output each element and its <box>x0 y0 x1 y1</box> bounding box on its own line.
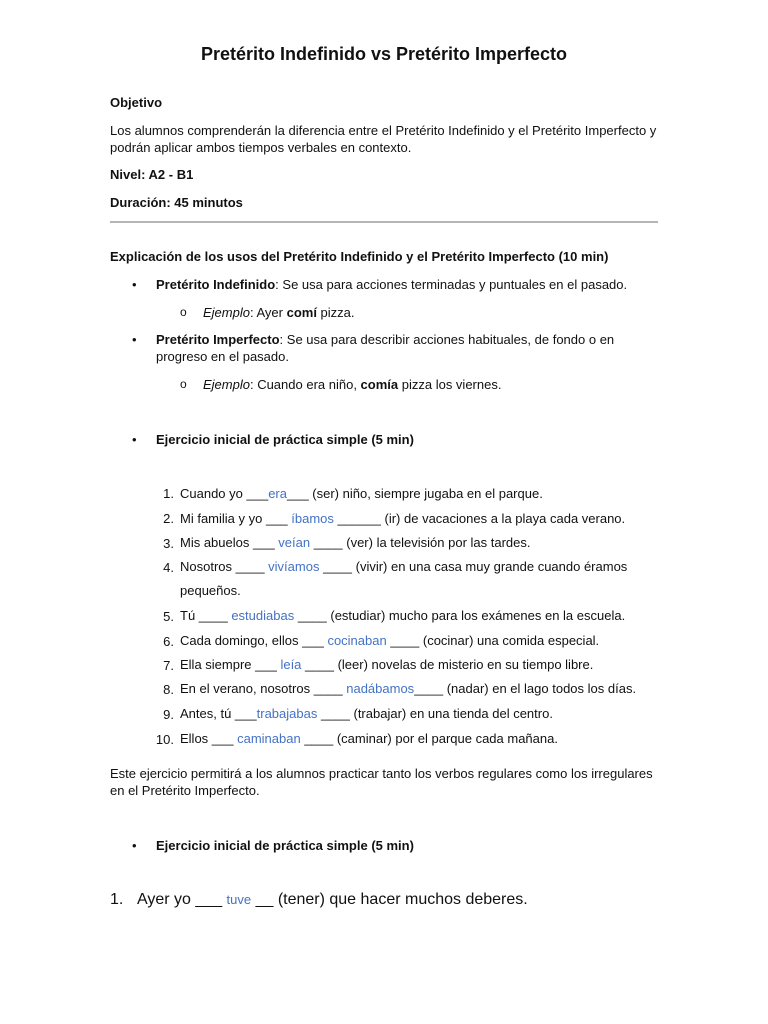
question-number: 2. <box>163 511 174 526</box>
exercise-heading: Ejercicio inicial de práctica simple (5 min) <box>156 838 414 853</box>
example-verb: comí <box>286 305 317 320</box>
usage-indefinido <box>156 276 636 293</box>
answer-text: estudiabas <box>231 608 295 623</box>
answer-text: vivíamos <box>268 559 320 574</box>
question-number: 9. <box>163 707 174 722</box>
question-text-end: ___ (ser) niño, siempre jugaba en el parque. <box>286 486 543 501</box>
sub-bullet-marker: o <box>180 305 187 319</box>
question-item <box>180 702 650 726</box>
answer-text: cocinaban <box>327 633 387 648</box>
question-number: 10. <box>155 732 174 747</box>
question-number: 5. <box>163 609 174 624</box>
question-text-end: __ (tener) que hacer muchos deberes. <box>251 891 528 908</box>
example-label: Ejemplo <box>203 377 250 392</box>
question-text: Antes, tú ___ <box>180 706 257 721</box>
usage-desc: : Se usa para describir acciones habituales, de fondo o en progreso en el pasado. <box>156 332 615 364</box>
example-text: : Ayer <box>249 305 287 320</box>
question-number: 1. <box>163 486 174 501</box>
question-item <box>180 507 650 531</box>
question-number: 1. <box>110 891 124 908</box>
question-number: 7. <box>163 658 174 673</box>
question-item <box>180 677 650 701</box>
bullet-marker: • <box>132 838 137 853</box>
question-text: Ellos ___ <box>180 731 238 746</box>
question-number: 8. <box>163 682 174 697</box>
example-text-end: pizza los viernes. <box>398 377 502 392</box>
question-item <box>180 604 650 628</box>
question-text-end: ____ (nadar) en el lago todos los días. <box>414 681 637 696</box>
question-item <box>180 555 650 603</box>
usage-term: Pretérito Indefinido <box>156 277 276 292</box>
question-text: Mis abuelos ___ <box>180 535 279 550</box>
question-text: Tú ____ <box>180 608 232 623</box>
question-text: Nosotros ____ <box>180 559 269 574</box>
answer-text: caminaban <box>237 731 301 746</box>
divider <box>110 221 658 223</box>
question-text-end: ____ (leer) novelas de misterio en su tiempo libre. <box>301 657 594 672</box>
objective-text: Los alumnos comprenderán la diferencia entre el Pretérito Indefinido y el Pretérito Imperfecto y podrán aplicar ambos tiempos verbales en contexto. <box>110 123 657 155</box>
example-verb: comía <box>360 377 399 392</box>
exercise-note: Este ejercicio permitirá a los alumnos practicar tanto los verbos regulares como los irregulares en el Pretérito Imperfecto. <box>110 766 653 798</box>
question-item <box>180 531 650 555</box>
question-text: En el verano, nosotros ____ <box>180 681 347 696</box>
answer-text: íbamos <box>291 511 334 526</box>
question-text-end: ____ (cocinar) una comida especial. <box>386 633 600 648</box>
question-text-end: ______ (ir) de vacaciones a la playa cada verano. <box>333 511 626 526</box>
usage-desc: : Se usa para acciones terminadas y puntuales en el pasado. <box>275 277 628 292</box>
exercise-heading: Ejercicio inicial de práctica simple (5 min) <box>156 432 414 447</box>
answer-text: veían <box>278 535 311 550</box>
example-text-end: pizza. <box>316 305 355 320</box>
answer-text: nadábamos <box>346 681 415 696</box>
usage-term: Pretérito Imperfecto <box>156 332 280 347</box>
question-text-end: ____ (trabajar) en una tienda del centro. <box>317 706 553 721</box>
question-number: 6. <box>163 634 174 649</box>
question-text-end: ____ (caminar) por el parque cada mañana. <box>300 731 558 746</box>
example-indefinido <box>203 304 643 321</box>
duration-text: Duración: 45 minutos <box>110 195 243 210</box>
explanation-heading: Explicación de los usos del Pretérito Indefinido y el Pretérito Imperfecto (10 min) <box>110 249 609 264</box>
question-text: Mi familia y yo ___ <box>180 511 292 526</box>
answer-text: era <box>268 486 287 501</box>
question-text: Ayer yo ___ <box>137 891 227 908</box>
bullet-marker: • <box>132 332 137 347</box>
question-text-end: ____ (ver) la televisión por las tardes. <box>310 535 531 550</box>
question-text: Cada domingo, ellos ___ <box>180 633 328 648</box>
example-text: : Cuando era niño, <box>249 377 361 392</box>
answer-text: leía <box>280 657 302 672</box>
question-text-end: ____ (vivir) en una casa muy grande cuando éramos pequeños. <box>180 559 628 598</box>
example-label: Ejemplo <box>203 305 250 320</box>
level-text: Nivel: A2 - B1 <box>110 167 194 182</box>
question-item <box>137 890 637 910</box>
bullet-marker: • <box>132 277 137 292</box>
question-text: Ella siempre ___ <box>180 657 281 672</box>
usage-imperfecto <box>156 331 636 365</box>
question-text: Cuando yo ___ <box>180 486 269 501</box>
question-number: 4. <box>163 560 174 575</box>
sub-bullet-marker: o <box>180 377 187 391</box>
example-imperfecto <box>203 376 643 393</box>
answer-text: tuve <box>226 892 252 907</box>
question-text-end: ____ (estudiar) mucho para los exámenes en la escuela. <box>294 608 626 623</box>
objective-heading: Objetivo <box>110 95 163 110</box>
question-item <box>180 482 650 506</box>
bullet-marker: • <box>132 432 137 447</box>
question-item <box>180 727 650 751</box>
question-number: 3. <box>163 536 174 551</box>
question-item <box>180 629 650 653</box>
question-item <box>180 653 650 677</box>
page-title: Pretérito Indefinido vs Pretérito Imperfecto <box>200 44 568 64</box>
answer-text: trabajabas <box>256 706 318 721</box>
